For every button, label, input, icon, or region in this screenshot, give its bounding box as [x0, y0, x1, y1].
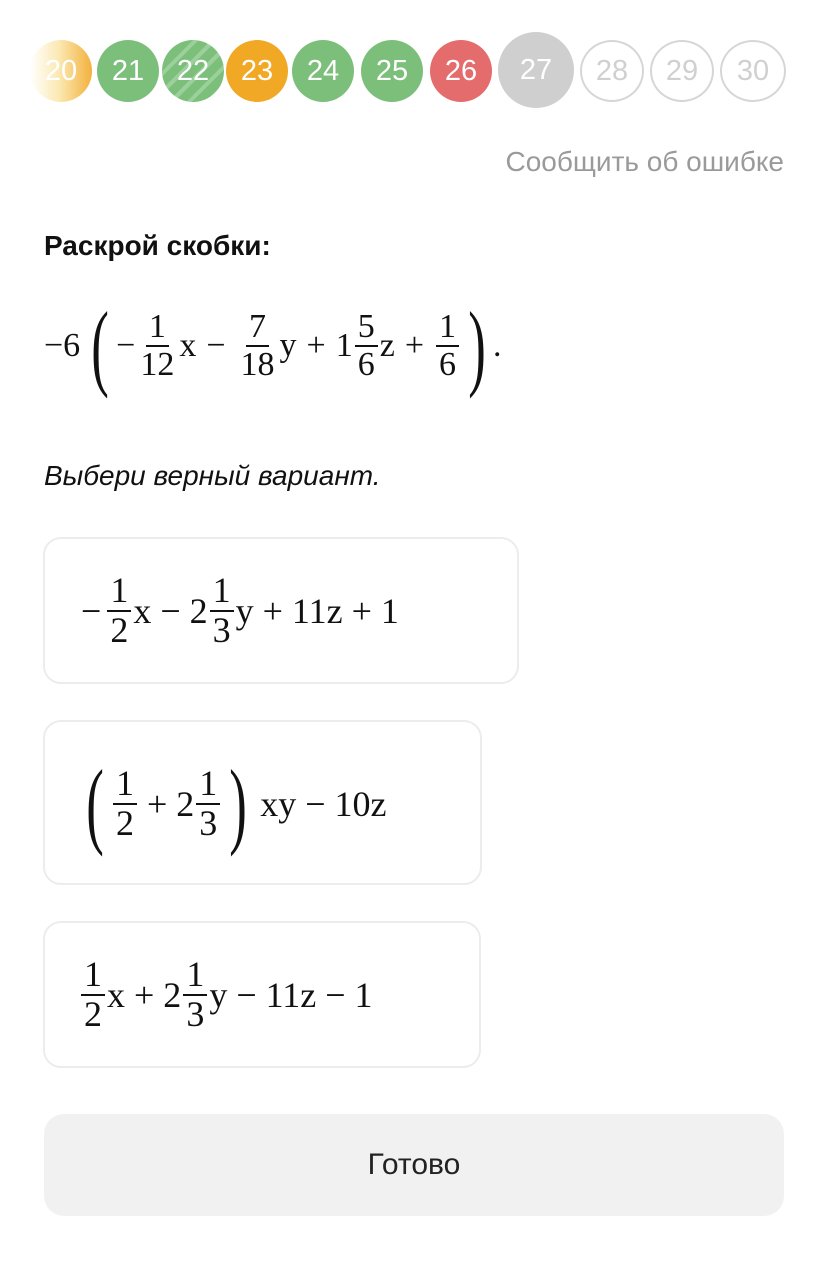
coefficient: −6 — [44, 327, 81, 364]
term: + 2 — [146, 784, 195, 824]
instruction-text: Выбери верный вариант. — [44, 460, 381, 491]
task-title: Раскрой скобки: — [44, 230, 271, 261]
report-error-link[interactable]: Сообщить об ошибке — [505, 146, 784, 177]
progress-step[interactable]: 24 — [292, 40, 354, 102]
left-paren: ( — [86, 750, 104, 857]
term: x − 2 — [133, 591, 208, 631]
option-expression — [79, 945, 373, 1045]
fraction: $\frac{7}{18}$ — [240, 308, 275, 383]
fraction: $\frac{1}{6}$ — [436, 309, 459, 382]
operator: − — [81, 591, 102, 631]
option-expression — [81, 561, 399, 661]
variable: x — [179, 327, 197, 364]
operator: + — [306, 327, 326, 364]
period: . — [492, 327, 502, 364]
term: x + 2 — [107, 975, 182, 1015]
progress-step[interactable]: 23 — [226, 40, 288, 102]
option-expression — [79, 752, 387, 856]
progress-step[interactable]: 30 — [720, 40, 786, 102]
right-paren: ) — [229, 750, 248, 857]
variable: y — [279, 327, 297, 364]
left-paren: ( — [91, 292, 109, 399]
fraction: $\frac{1}{2}$ — [107, 572, 131, 650]
progress-bar — [0, 0, 828, 140]
operator: − — [206, 327, 226, 364]
fraction: $\frac{1}{3}$ — [196, 765, 220, 843]
term: y − 11z − 1 — [209, 975, 373, 1015]
term: xy − 10z — [260, 784, 387, 824]
mixed-whole: 1 — [335, 327, 353, 364]
progress-step[interactable]: 26 — [430, 40, 492, 102]
done-button[interactable]: Готово — [44, 1114, 784, 1216]
progress-step-current[interactable]: 27 — [498, 32, 574, 108]
answer-option-3[interactable] — [43, 921, 481, 1068]
fraction: $\frac{1}{3}$ — [210, 572, 234, 650]
progress-step[interactable]: 29 — [650, 40, 714, 102]
fraction: $\frac{1}{12}$ — [140, 308, 175, 383]
right-paren: ) — [468, 292, 486, 399]
answer-option-1[interactable] — [43, 537, 519, 684]
fraction: $\frac{5}{6}$ — [355, 309, 378, 382]
progress-step[interactable]: 21 — [97, 40, 159, 102]
progress-step[interactable]: 20 — [30, 40, 92, 102]
operator: + — [404, 327, 424, 364]
term: y + 11z + 1 — [235, 591, 399, 631]
fraction: $\frac{1}{2}$ — [113, 765, 137, 843]
progress-step[interactable]: 25 — [361, 40, 423, 102]
fraction: $\frac{1}{3}$ — [183, 956, 207, 1034]
progress-step[interactable]: 28 — [580, 40, 644, 102]
operator: − — [116, 327, 136, 364]
variable: z — [379, 327, 395, 364]
fraction: $\frac{1}{2}$ — [81, 956, 105, 1034]
task-expression — [44, 292, 502, 399]
answer-option-2[interactable] — [43, 720, 482, 885]
progress-step[interactable]: 22 — [162, 40, 224, 102]
